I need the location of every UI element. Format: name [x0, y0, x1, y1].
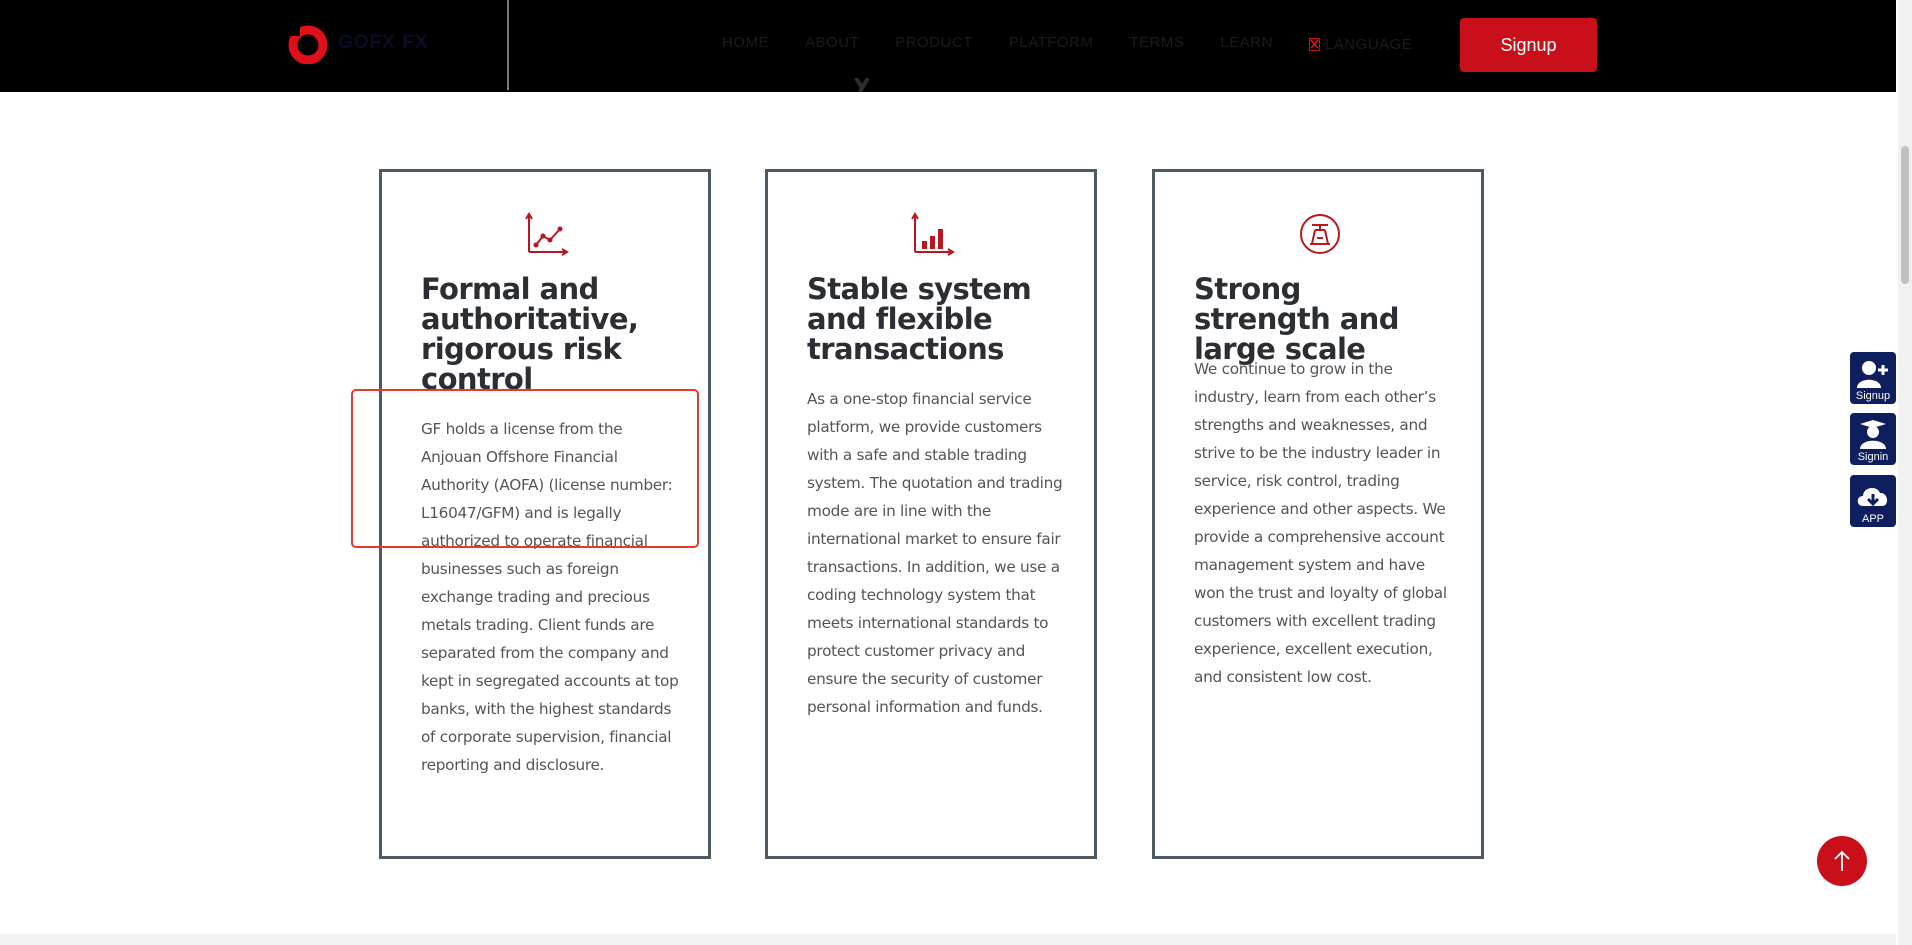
arrow-up-icon: [1832, 850, 1852, 872]
brand-name[interactable]: GOFX FX: [338, 32, 429, 53]
nav-learn[interactable]: LEARN: [1220, 34, 1273, 51]
feature-card-strong-strength: [1152, 169, 1484, 859]
add-user-icon: [1856, 359, 1890, 389]
header-divider: [507, 0, 509, 90]
feature-card-stable-system: [765, 169, 1097, 859]
cloud-download-icon: [1855, 482, 1891, 512]
card-title: Formal and authoritative, rigorous risk control: [421, 272, 639, 396]
float-signup-label: Signup: [1855, 390, 1891, 402]
nav-language[interactable]: [1309, 34, 1412, 54]
section-heading-fragment: [852, 78, 892, 92]
card-description: As a one-stop financial service platform, we provide customers with a safe and stable trading system. The quotation and trading mode are in line with the international market to ensure fair transactions. In addition, we use a coding technology system that meets international standards to protect customer privacy and ensure the security of customer personal information and funds.: [807, 390, 1063, 716]
nav-platform[interactable]: PLATFORM: [1008, 34, 1094, 51]
card-title: Stable system and flexible transactions: [807, 272, 1032, 366]
language-label: LANGUAGE: [1324, 35, 1413, 53]
float-signin-button[interactable]: [1850, 413, 1896, 465]
next-section-edge: [0, 934, 1896, 945]
site-header: [0, 0, 1896, 92]
card-title: Strong strength and large scale: [1194, 272, 1399, 366]
nav-home[interactable]: HOME: [722, 34, 769, 51]
main-nav: [722, 34, 1448, 54]
float-signup-button[interactable]: [1850, 352, 1896, 404]
feature-card-risk-control: [379, 169, 711, 859]
graduate-user-icon: [1856, 420, 1890, 450]
back-to-top-button[interactable]: [1817, 836, 1867, 886]
brand-logo[interactable]: [288, 24, 328, 64]
float-app-download-button[interactable]: [1850, 475, 1896, 527]
card-description: We continue to grow in the industry, learn from each other’s strengths and weaknesses, and strive to be the industry leader in service, risk control, trading experience and other aspects. We provide a comprehensive account management system and have won the trust and loyalty of global customers with excellent trading experience, excellent execution, and consistent low cost.: [1194, 360, 1447, 686]
line-chart-icon: [525, 212, 569, 256]
nav-terms[interactable]: TERMS: [1129, 34, 1185, 51]
bar-chart-icon: [911, 212, 955, 256]
scrollbar-thumb[interactable]: [1901, 146, 1909, 284]
float-signin-label: Signin: [1857, 451, 1889, 463]
nav-about[interactable]: ABOUT: [805, 34, 860, 51]
float-app-label: APP: [1861, 513, 1884, 525]
card-description: GF holds a license from the Anjouan Offshore Financial Authority (AOFA) (license number: L16047/GFM) and is legally authorized to operate financial businesses such as foreign exchange trading and precious metals trading. Client funds are separated from the company and kept in segregated accounts at top banks, with the highest standards of corporate supervision, financial reporting and disclosure.: [421, 420, 679, 774]
page-scrollbar[interactable]: [1898, 0, 1912, 945]
header-signup-button[interactable]: Signup: [1460, 18, 1597, 72]
language-icon: [1309, 38, 1320, 51]
tower-icon: [1298, 212, 1342, 256]
nav-product[interactable]: PRODUCT: [895, 34, 973, 51]
